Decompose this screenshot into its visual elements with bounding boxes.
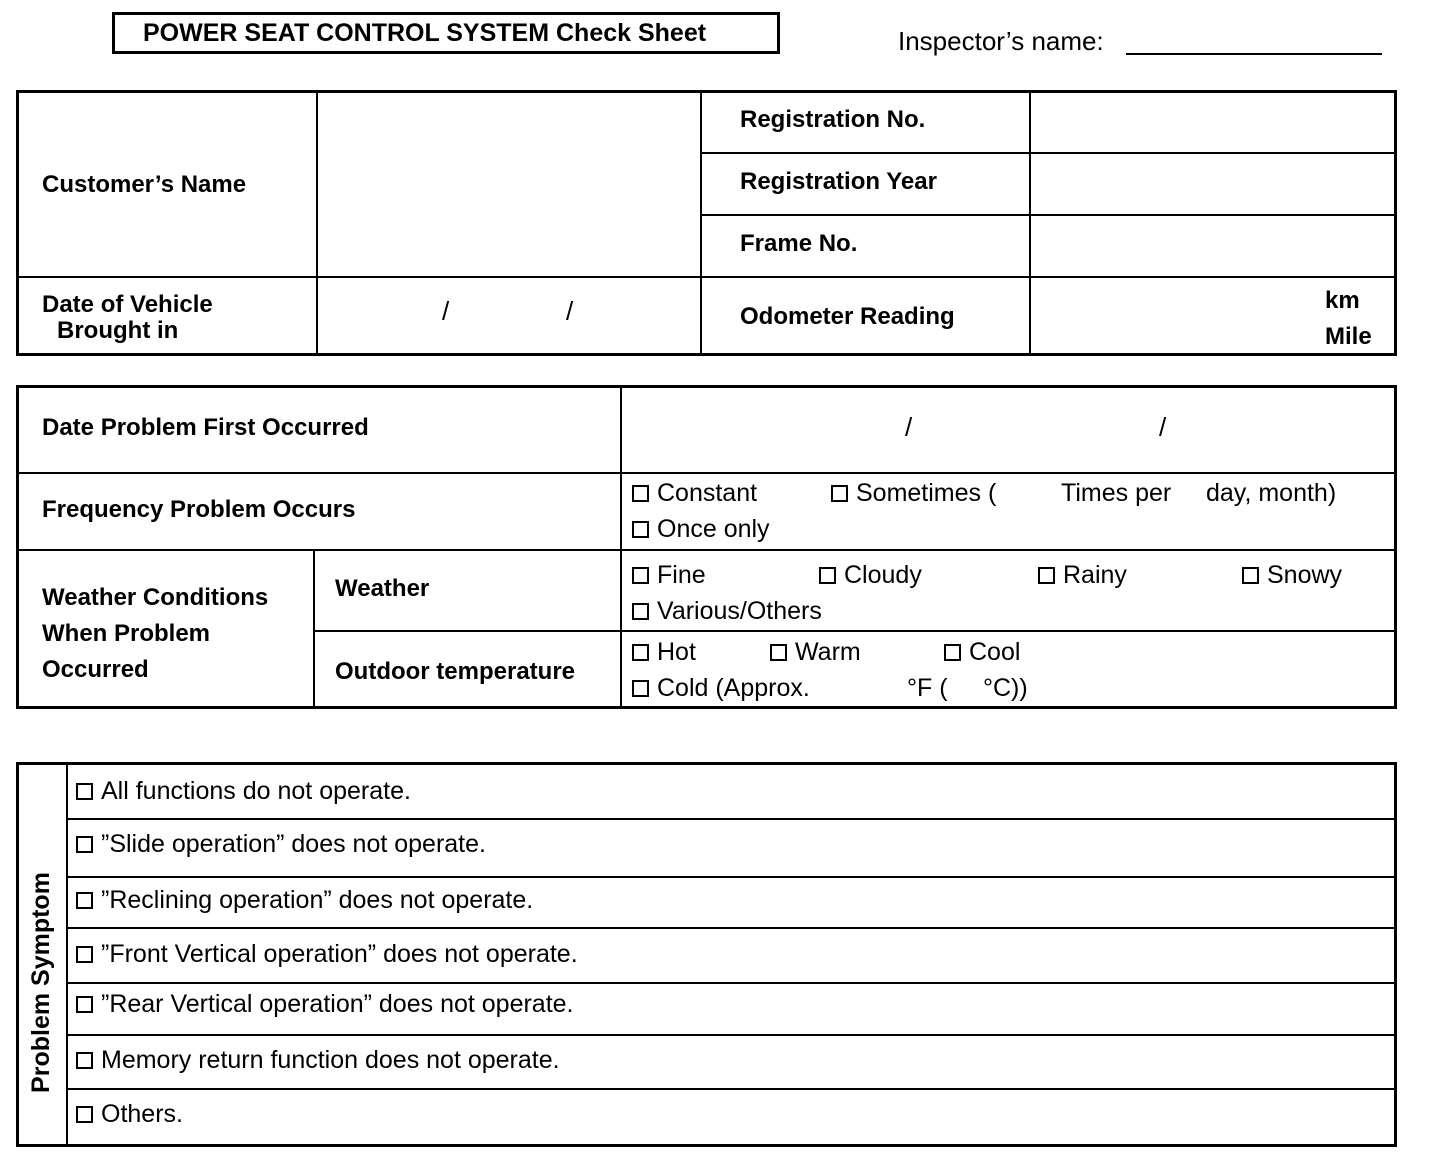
frequency-label: Frequency Problem Occurs <box>42 496 356 523</box>
registration-year-field[interactable] <box>1031 154 1393 214</box>
fahrenheit-text: °F ( <box>907 674 948 702</box>
date-brought-field[interactable] <box>318 278 698 352</box>
checkbox-icon[interactable] <box>944 644 961 661</box>
checkbox-icon[interactable] <box>76 892 93 909</box>
checkbox-icon[interactable] <box>632 521 649 538</box>
checkbox-icon[interactable] <box>632 567 649 584</box>
date-separator: / <box>1159 412 1167 442</box>
option-cold[interactable] <box>632 673 810 703</box>
odometer-field[interactable] <box>1031 278 1316 352</box>
checkbox-icon[interactable] <box>76 1106 93 1123</box>
checkbox-icon[interactable] <box>770 644 787 661</box>
symptom-front-vertical[interactable] <box>76 939 578 969</box>
weather-label: Weather <box>335 575 430 602</box>
option-label: Constant <box>657 479 758 507</box>
option-label: Cool <box>969 638 1021 666</box>
inspector-name-label: Inspector’s name: <box>898 26 1104 56</box>
date-first-occurred-field[interactable] <box>622 387 1393 472</box>
option-label: Hot <box>657 638 696 666</box>
option-once-only[interactable] <box>632 514 770 544</box>
odometer-label: Odometer Reading <box>740 303 955 330</box>
check-sheet-title <box>112 12 780 54</box>
divider <box>313 630 1397 632</box>
checkbox-icon[interactable] <box>76 1052 93 1069</box>
checkbox-icon[interactable] <box>632 485 649 502</box>
symptom-label: Memory return function does not operate. <box>101 1046 560 1074</box>
symptom-rear-vertical[interactable] <box>76 989 574 1019</box>
divider <box>16 472 1397 474</box>
date-separator: / <box>566 296 574 326</box>
weather-conditions-label-line1: Weather Conditions <box>42 584 269 611</box>
option-sometimes[interactable] <box>831 478 996 508</box>
option-label: Sometimes ( <box>856 479 997 507</box>
symptom-memory-return[interactable] <box>76 1045 560 1075</box>
symptom-label: ”Slide operation” does not operate. <box>101 830 486 858</box>
option-warm[interactable] <box>770 637 861 667</box>
divider <box>66 818 1397 820</box>
registration-no-field[interactable] <box>1031 92 1393 152</box>
checkbox-icon[interactable] <box>76 946 93 963</box>
symptom-others[interactable] <box>76 1099 183 1129</box>
symptom-label: ”Front Vertical operation” does not operate. <box>101 940 578 968</box>
checkbox-icon[interactable] <box>1242 567 1259 584</box>
registration-year-label: Registration Year <box>740 168 937 195</box>
option-fine[interactable] <box>632 560 706 590</box>
symptom-all-functions[interactable] <box>76 776 411 806</box>
option-label: Warm <box>795 638 861 666</box>
divider <box>66 1034 1397 1036</box>
frame-no-field[interactable] <box>1031 216 1393 276</box>
times-per-text: Times per <box>1061 479 1172 507</box>
option-label: Snowy <box>1267 561 1343 589</box>
divider <box>66 876 1397 878</box>
checkbox-icon[interactable] <box>76 996 93 1013</box>
problem-symptom-side-label <box>23 860 59 1105</box>
option-constant[interactable] <box>632 478 757 508</box>
day-month-text: day, month) <box>1206 479 1337 507</box>
option-snowy[interactable] <box>1242 560 1342 590</box>
customer-name-label: Customer’s Name <box>42 171 247 198</box>
divider <box>66 982 1397 984</box>
divider <box>66 927 1397 929</box>
checkbox-icon[interactable] <box>819 567 836 584</box>
date-separator: / <box>905 412 913 442</box>
option-label: Fine <box>657 561 706 589</box>
side-label-text: Problem Symptom <box>26 872 55 1093</box>
celsius-text: °C)) <box>983 674 1028 702</box>
frame-no-label: Frame No. <box>740 230 858 257</box>
outdoor-temperature-label: Outdoor temperature <box>335 658 576 685</box>
symptom-label: All functions do not operate. <box>101 777 411 805</box>
check-sheet-title-text: POWER SEAT CONTROL SYSTEM Check Sheet <box>143 18 707 47</box>
checkbox-icon[interactable] <box>1038 567 1055 584</box>
option-label: Rainy <box>1063 561 1127 589</box>
checkbox-icon[interactable] <box>632 603 649 620</box>
option-various-others[interactable] <box>632 596 822 626</box>
checkbox-icon[interactable] <box>76 783 93 800</box>
checkbox-icon[interactable] <box>831 485 848 502</box>
date-first-occurred-label: Date Problem First Occurred <box>42 414 369 441</box>
registration-no-label: Registration No. <box>740 106 926 133</box>
option-cloudy[interactable] <box>819 560 922 590</box>
symptom-label: ”Rear Vertical operation” does not operate. <box>101 990 574 1018</box>
date-separator: / <box>442 296 450 326</box>
date-brought-label-line1: Date of Vehicle <box>42 291 213 318</box>
checkbox-icon[interactable] <box>76 836 93 853</box>
symptom-reclining[interactable] <box>76 885 533 915</box>
option-label: Once only <box>657 515 770 543</box>
checkbox-icon[interactable] <box>632 644 649 661</box>
customer-name-field[interactable] <box>318 92 698 274</box>
unit-km: km <box>1325 287 1360 314</box>
divider <box>66 1088 1397 1090</box>
weather-conditions-label-line2: When Problem <box>42 620 211 647</box>
option-label: Various/Others <box>657 597 822 625</box>
option-hot[interactable] <box>632 637 696 667</box>
divider <box>313 549 315 709</box>
weather-conditions-label-line3: Occurred <box>42 656 149 683</box>
option-cool[interactable] <box>944 637 1020 667</box>
option-rainy[interactable] <box>1038 560 1127 590</box>
option-label: Cloudy <box>844 561 922 589</box>
unit-mile: Mile <box>1325 323 1372 350</box>
checkbox-icon[interactable] <box>632 680 649 697</box>
divider <box>700 90 702 356</box>
inspector-name-field[interactable] <box>1126 53 1382 55</box>
symptom-slide[interactable] <box>76 829 486 859</box>
divider <box>16 549 1397 551</box>
symptom-label: ”Reclining operation” does not operate. <box>101 886 534 914</box>
date-brought-label-line2: Brought in <box>57 317 179 344</box>
option-label: Cold (Approx. <box>657 674 810 702</box>
symptom-label: Others. <box>101 1100 183 1128</box>
